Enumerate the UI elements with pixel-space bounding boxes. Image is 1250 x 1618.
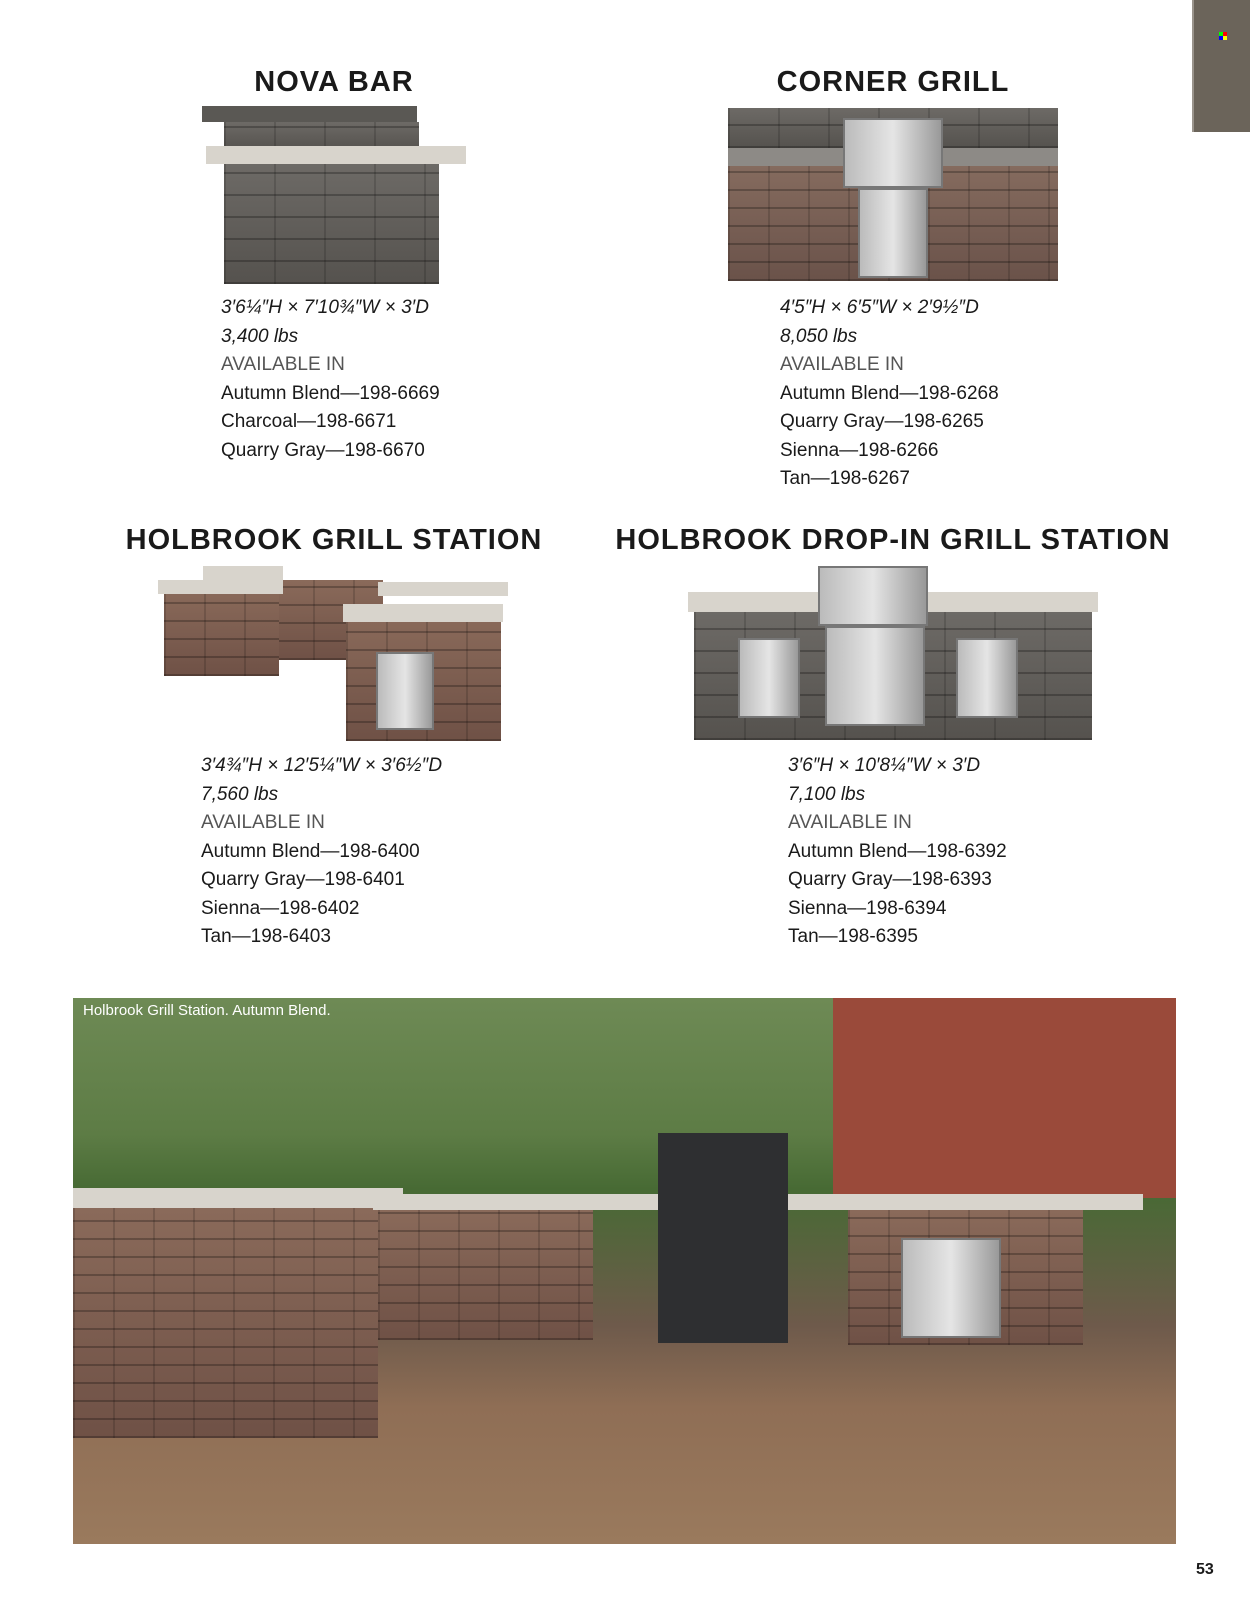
page-number: 53: [1196, 1561, 1214, 1578]
color-option: Charcoal—198-6671: [221, 411, 397, 432]
available-label: AVAILABLE IN: [788, 812, 912, 833]
color-option: Sienna—198-6266: [780, 439, 939, 461]
color-option: Quarry Gray—198-6401: [201, 869, 405, 890]
color-option: Autumn Blend—198-6400: [201, 840, 420, 862]
dimensions: 3′6¼″H × 7′10¾″W × 3′D: [221, 297, 429, 318]
color-option: Sienna—198-6394: [788, 897, 947, 919]
color-option: Quarry Gray—198-6670: [221, 439, 425, 461]
available-label: AVAILABLE IN: [221, 354, 345, 375]
available-label: AVAILABLE IN: [201, 812, 325, 833]
photo-caption: Holbrook Grill Station. Autumn Blend.: [83, 1002, 331, 1019]
weight: 3,400 lbs: [221, 325, 299, 347]
color-option: Autumn Blend—198-6392: [788, 840, 1007, 862]
color-option: Tan—198-6403: [201, 926, 331, 947]
holbrook-drop-in-grill-station-image: [688, 562, 1098, 742]
house-wall: [833, 998, 1176, 1198]
product-specs: [788, 752, 1007, 952]
product-title: HOLBROOK DROP-IN GRILL STATION: [615, 524, 1171, 556]
installation-photo: [73, 998, 1176, 1544]
grill: [658, 1133, 788, 1343]
product-specs: [221, 294, 440, 465]
color-option: Tan—198-6395: [788, 926, 918, 947]
product-specs: [780, 294, 999, 494]
color-option: Quarry Gray—198-6393: [788, 869, 992, 890]
dimensions: 4′5″H × 6′5″W × 2′9½″D: [780, 297, 979, 318]
product-title: HOLBROOK GRILL STATION: [125, 524, 543, 556]
color-option: Tan—198-6267: [780, 468, 910, 489]
product-title: NOVA BAR: [254, 66, 414, 98]
dimensions: 3′6″H × 10′8¼″W × 3′D: [788, 755, 981, 776]
weight: 7,560 lbs: [201, 783, 279, 805]
color-option: Autumn Blend—198-6268: [780, 382, 999, 404]
weight: 7,100 lbs: [788, 783, 866, 805]
dimensions: 3′4¾″H × 12′5¼″W × 3′6½″D: [201, 755, 443, 776]
nova-bar-image: [202, 106, 466, 286]
holbrook-grill-station-image: [158, 566, 508, 744]
color-option: Sienna—198-6402: [201, 897, 360, 919]
weight: 8,050 lbs: [780, 325, 858, 347]
color-registration-mark: [1219, 32, 1227, 40]
color-option: Quarry Gray—198-6265: [780, 411, 984, 432]
product-specs: [201, 752, 442, 952]
available-label: AVAILABLE IN: [780, 354, 904, 375]
color-option: Autumn Blend—198-6669: [221, 382, 440, 404]
section-tab: [1192, 0, 1250, 132]
corner-grill-image: [728, 108, 1058, 283]
product-title: CORNER GRILL: [776, 66, 1010, 98]
